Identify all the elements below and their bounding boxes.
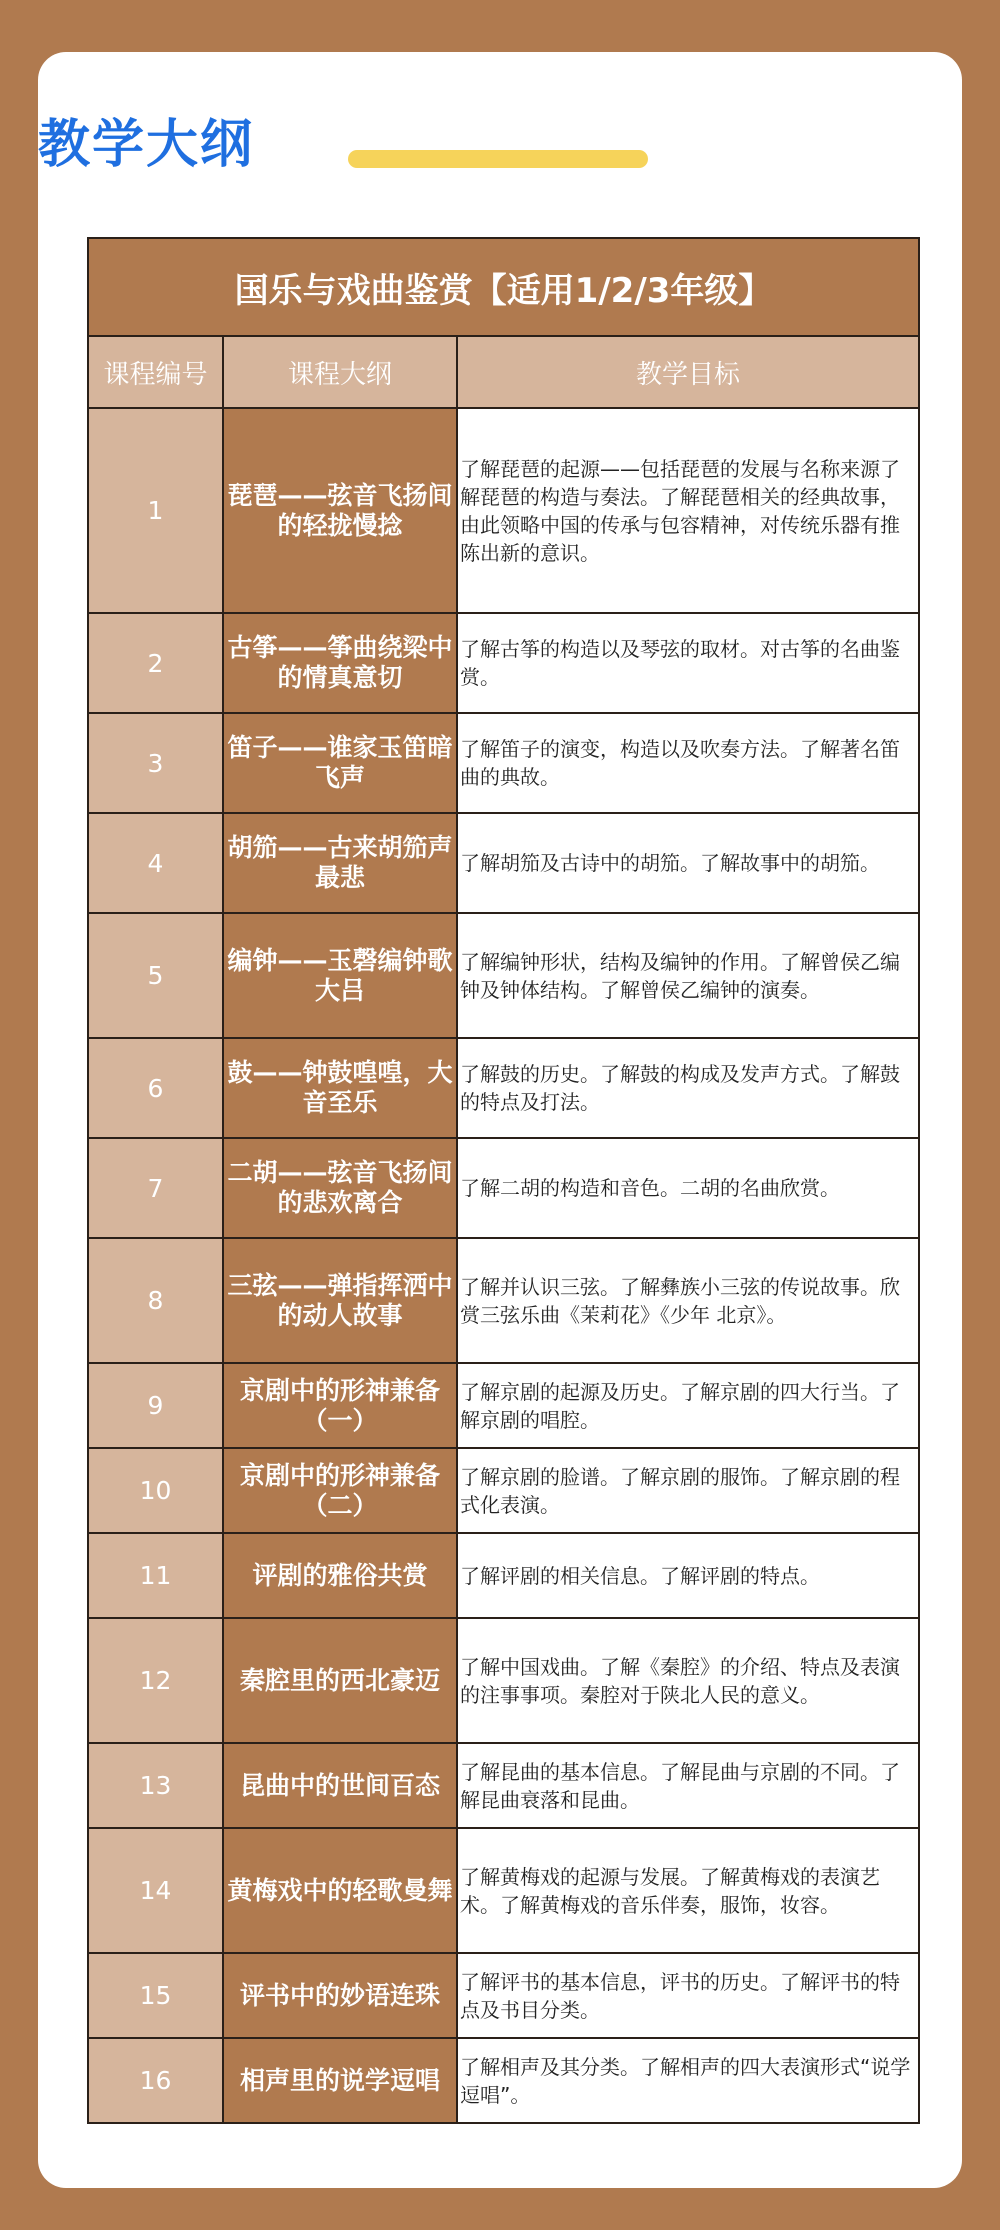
course-outline-cell: 二胡——弦音飞扬间的悲欢离合: [223, 1138, 457, 1238]
course-number-cell: 3: [88, 713, 223, 813]
course-number-cell: 13: [88, 1743, 223, 1828]
table-caption: 国乐与戏曲鉴赏【适用1/2/3年级】: [88, 238, 919, 336]
teaching-goal-cell: 了解昆曲的基本信息。了解昆曲与京剧的不同。了解昆曲衰落和昆曲。: [457, 1743, 919, 1828]
table-row: [88, 1363, 919, 1448]
table-row: [88, 1533, 919, 1618]
course-number-cell: 10: [88, 1448, 223, 1533]
table-row: [88, 813, 919, 913]
teaching-goal-cell: 了解并认识三弦。了解彝族小三弦的传说故事。欣赏三弦乐曲《茉莉花》《少年 北京》。: [457, 1238, 919, 1363]
teaching-goal-cell: 了解笛子的演变，构造以及吹奏方法。了解著名笛曲的典故。: [457, 713, 919, 813]
content-card: [38, 52, 962, 2188]
course-outline-cell: 编钟——玉磬编钟歌大吕: [223, 913, 457, 1038]
course-number-cell: 9: [88, 1363, 223, 1448]
course-outline-cell: 秦腔里的西北豪迈: [223, 1618, 457, 1743]
table-row: [88, 713, 919, 813]
table-row: [88, 1828, 919, 1953]
table-row: [88, 613, 919, 713]
course-number-cell: 2: [88, 613, 223, 713]
teaching-goal-cell: 了解二胡的构造和音色。二胡的名曲欣赏。: [457, 1138, 919, 1238]
teaching-goal-cell: 了解评书的基本信息，评书的历史。了解评书的特点及书目分类。: [457, 1953, 919, 2038]
course-outline-cell: 京剧中的形神兼备（二）: [223, 1448, 457, 1533]
course-outline-cell: 琵琶——弦音飞扬间的轻拢慢捻: [223, 408, 457, 613]
table-row: [88, 1238, 919, 1363]
table-row: [88, 913, 919, 1038]
table-row: [88, 1618, 919, 1743]
teaching-goal-cell: 了解胡笳及古诗中的胡笳。了解故事中的胡笳。: [457, 813, 919, 913]
course-outline-cell: 鼓——钟鼓喤喤，大音至乐: [223, 1038, 457, 1138]
table-row: [88, 1743, 919, 1828]
table-row: [88, 1138, 919, 1238]
course-number-cell: 11: [88, 1533, 223, 1618]
header-teaching-goal: 教学目标: [457, 336, 919, 408]
teaching-goal-cell: 了解编钟形状，结构及编钟的作用。了解曾侯乙编钟及钟体结构。了解曾侯乙编钟的演奏。: [457, 913, 919, 1038]
course-outline-cell: 相声里的说学逗唱: [223, 2038, 457, 2123]
course-number-cell: 8: [88, 1238, 223, 1363]
teaching-goal-cell: 了解黄梅戏的起源与发展。了解黄梅戏的表演艺术。了解黄梅戏的音乐伴奏，服饰，妆容。: [457, 1828, 919, 1953]
course-number-cell: 1: [88, 408, 223, 613]
course-number-cell: 12: [88, 1618, 223, 1743]
teaching-goal-cell: 了解古筝的构造以及琴弦的取材。对古筝的名曲鉴赏。: [457, 613, 919, 713]
course-number-cell: 15: [88, 1953, 223, 2038]
course-outline-cell: 黄梅戏中的轻歌曼舞: [223, 1828, 457, 1953]
course-outline-cell: 京剧中的形神兼备（一）: [223, 1363, 457, 1448]
course-outline-cell: 胡笳——古来胡笳声最悲: [223, 813, 457, 913]
teaching-goal-cell: 了解评剧的相关信息。了解评剧的特点。: [457, 1533, 919, 1618]
course-number-cell: 14: [88, 1828, 223, 1953]
table-row: [88, 2038, 919, 2123]
course-outline-cell: 三弦——弹指挥洒中的动人故事: [223, 1238, 457, 1363]
course-outline-cell: 评剧的雅俗共赏: [223, 1533, 457, 1618]
course-outline-cell: 昆曲中的世间百态: [223, 1743, 457, 1828]
course-number-cell: 16: [88, 2038, 223, 2123]
syllabus-table: [87, 237, 920, 2124]
table-row: [88, 1038, 919, 1138]
teaching-goal-cell: 了解中国戏曲。了解《秦腔》的介绍、特点及表演的注事事项。秦腔对于陕北人民的意义。: [457, 1618, 919, 1743]
table-row: [88, 1953, 919, 2038]
course-number-cell: 7: [88, 1138, 223, 1238]
teaching-goal-cell: 了解鼓的历史。了解鼓的构成及发声方式。了解鼓的特点及打法。: [457, 1038, 919, 1138]
course-number-cell: 6: [88, 1038, 223, 1138]
teaching-goal-cell: 了解京剧的起源及历史。了解京剧的四大行当。了解京剧的唱腔。: [457, 1363, 919, 1448]
course-outline-cell: 评书中的妙语连珠: [223, 1953, 457, 2038]
header-course-number: 课程编号: [88, 336, 223, 408]
teaching-goal-cell: 了解相声及其分类。了解相声的四大表演形式“说学逗唱”。: [457, 2038, 919, 2123]
page-title: 教学大纲: [38, 115, 255, 175]
teaching-goal-cell: 了解京剧的脸谱。了解京剧的服饰。了解京剧的程式化表演。: [457, 1448, 919, 1533]
table-body: [88, 408, 919, 2123]
teaching-goal-cell: 了解琵琶的起源——包括琵琶的发展与名称来源了解琵琶的构造与奏法。了解琵琶相关的经典故事，由此领略中国的传承与包容精神，对传统乐器有推陈出新的意识。: [457, 408, 919, 613]
course-outline-cell: 笛子——谁家玉笛暗飞声: [223, 713, 457, 813]
table-row: [88, 408, 919, 613]
table-row: [88, 1448, 919, 1533]
course-number-cell: 4: [88, 813, 223, 913]
course-outline-cell: 古筝——筝曲绕梁中的情真意切: [223, 613, 457, 713]
course-number-cell: 5: [88, 913, 223, 1038]
header-course-outline: 课程大纲: [223, 336, 457, 408]
